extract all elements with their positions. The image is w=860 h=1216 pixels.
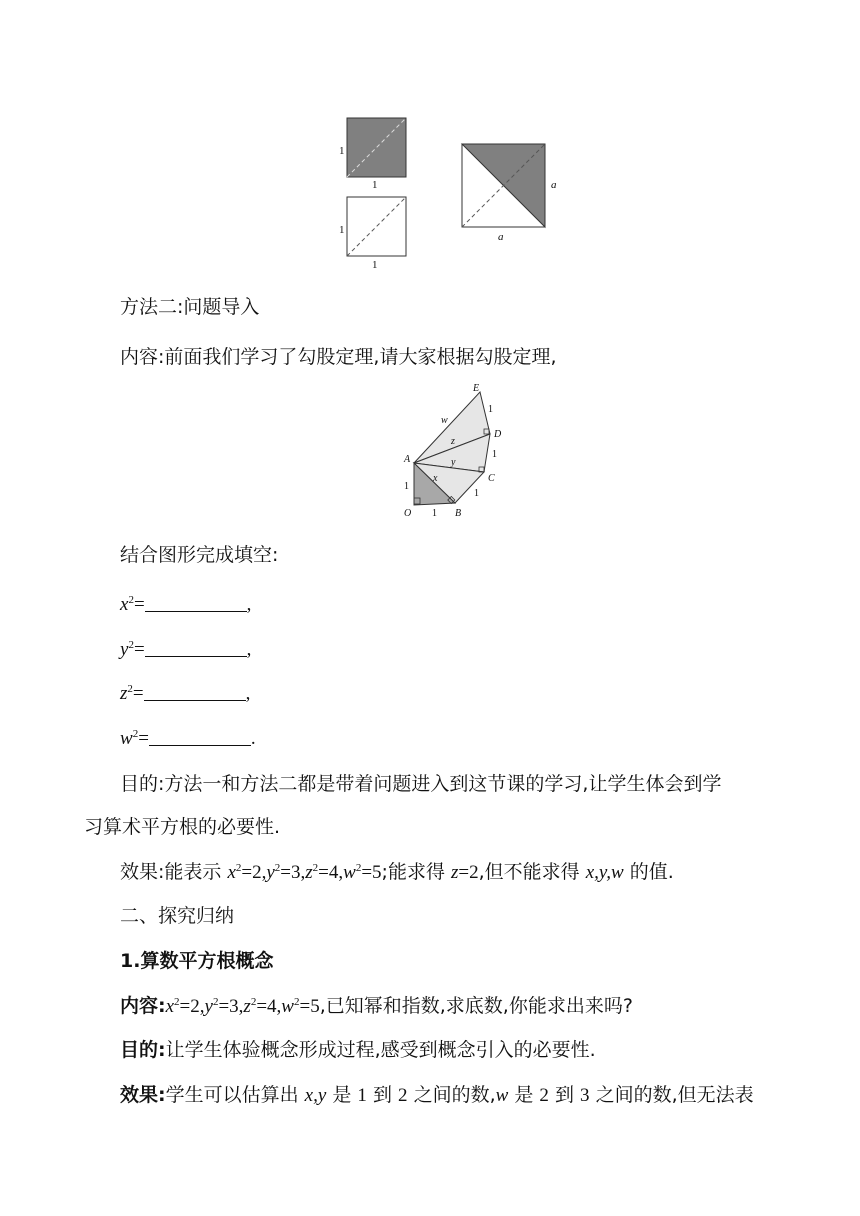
concept-title: 1.算数平方根概念	[120, 950, 274, 972]
label-a-right: a	[551, 179, 557, 191]
label-bottom-1: 1	[372, 179, 378, 191]
answer-blank[interactable]	[149, 727, 251, 746]
answer-blank[interactable]	[144, 682, 246, 701]
effect-line: 效果:能表示 $x^2=2,y^2=3,z^2=4,w^2=5$;能求得 z=2,但不能求得 x,y,w 的值.	[120, 861, 674, 883]
label-1-OB: 1	[432, 508, 437, 519]
label-left-2: 1	[339, 224, 345, 236]
purpose-line2: 习算术平方根的必要性.	[84, 816, 281, 838]
fill-row-y: $y^2=$ ,	[120, 639, 252, 660]
purpose2-line: 目的:让学生体验概念形成过程,感受到概念引入的必要性.	[120, 1039, 596, 1061]
content2-line: 内容$:x^2=2,y^2=3,z^2=4,w^2=5$,已知幂和指数,求底数,你能求出来吗?	[120, 995, 633, 1017]
effect-z-eq: z=2	[451, 862, 479, 883]
label-a-bottom: a	[498, 231, 504, 243]
method2-heading: 方法二:问题导入	[120, 296, 260, 318]
fill-intro: 结合图形完成填空:	[120, 544, 279, 566]
section2-heading: 二、探究归纳	[120, 905, 235, 927]
label-1-CB: 1	[474, 488, 479, 499]
effect-equations: $x^2=2,y^2=3,z^2=4,w^2=5$	[227, 862, 382, 883]
label-z: z	[451, 436, 455, 447]
fill-row-z: $z^2=$ ,	[120, 683, 251, 704]
label-x: x	[433, 473, 438, 484]
fill-row-x: $x^2=$ ,	[120, 594, 252, 615]
label-y: y	[451, 457, 456, 468]
content2-equations: $x^2=2,y^2=3,z^2=4,w^2=5$	[165, 996, 320, 1017]
purpose-line1: 目的:方法一和方法二都是带着问题进入到这节课的学习,让学生体会到学	[120, 773, 722, 795]
label-left-1: 1	[339, 145, 345, 157]
point-O: O	[404, 508, 412, 519]
point-E: E	[473, 383, 480, 394]
squares-figure	[330, 110, 570, 270]
point-A: A	[404, 454, 411, 465]
answer-blank[interactable]	[145, 638, 247, 657]
label-w: w	[441, 415, 448, 426]
point-C: C	[488, 473, 495, 484]
label-1-ED: 1	[488, 404, 493, 415]
method2-content: 内容:前面我们学习了勾股定理,请大家根据勾股定理,	[120, 346, 557, 368]
point-D: D	[494, 429, 502, 440]
label-1-DC: 1	[492, 449, 497, 460]
answer-blank[interactable]	[145, 593, 247, 612]
fill-row-w: $w^2=$ .	[120, 728, 256, 749]
label-bottom-2: 1	[372, 259, 378, 270]
point-B: B	[455, 508, 462, 519]
effect2-line: 效果:学生可以估算出 x,y 是 1 到 2 之间的数,w 是 2 到 3 之间的数,但无法表	[120, 1084, 754, 1106]
spiral-triangles-figure	[398, 380, 518, 520]
label-1-AO: 1	[404, 481, 409, 492]
